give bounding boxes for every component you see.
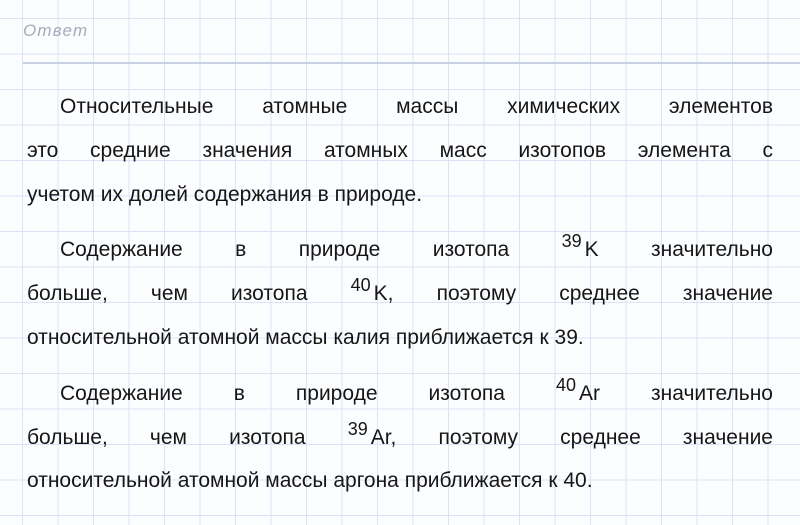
text-line — [27, 316, 773, 360]
answer-content — [27, 85, 773, 515]
text-line — [27, 173, 773, 217]
isotope-mass-number: 39 — [347, 418, 368, 439]
text-line — [27, 228, 773, 272]
text-run: Относительные атомные массы химических элементов — [60, 95, 773, 118]
paragraph — [27, 228, 773, 359]
answer-label: Ответ — [23, 21, 89, 40]
isotope-mass-number: 39 — [561, 231, 582, 252]
text-line — [27, 459, 773, 503]
text-run: больше, чем изотопа — [27, 282, 351, 306]
text-run: Содержание в природе изотопа — [60, 381, 556, 405]
paragraph — [27, 372, 773, 503]
text-run: относительной атомной массы калия приближается к 39. — [27, 325, 584, 349]
text-run: K значительно — [584, 238, 773, 262]
isotope-mass-number: 40 — [556, 374, 577, 395]
text-run: больше, чем изотопа — [27, 425, 348, 449]
text-line — [27, 416, 773, 460]
isotope-mass-number: 40 — [350, 275, 371, 296]
text-run: относительной атомной массы аргона приближается к 40. — [27, 469, 593, 493]
text-run: Ar значительно — [579, 381, 773, 405]
text-run: это средние значения атомных масс изотопов элемента с — [27, 138, 773, 162]
text-line — [27, 372, 773, 416]
text-line — [27, 85, 773, 129]
text-run: Содержание в природе изотопа — [60, 238, 562, 262]
text-line — [27, 272, 773, 316]
paragraph — [27, 85, 773, 216]
text-run: K, поэтому среднее значение — [373, 282, 773, 306]
header-divider — [23, 62, 800, 64]
text-run: Ar, поэтому среднее значение — [370, 425, 773, 449]
text-line — [27, 129, 773, 173]
text-run: учетом их долей содержания в природе. — [27, 182, 423, 206]
